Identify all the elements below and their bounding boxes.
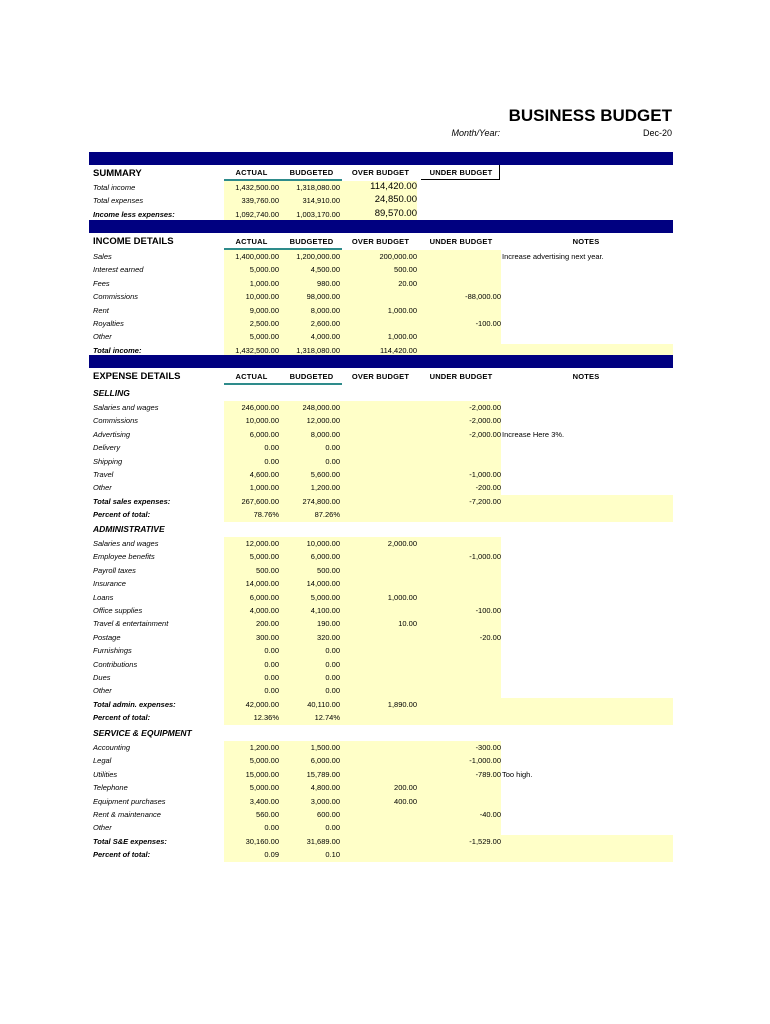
cell-actual[interactable]: 6,000.00 <box>249 429 279 439</box>
cell-actual[interactable]: 0.00 <box>264 659 279 669</box>
row-label: Insurance <box>93 579 126 589</box>
cell-actual[interactable]: 2,500.00 <box>249 319 279 328</box>
row-label: Utilities <box>93 769 118 779</box>
summary-header-actual: ACTUAL <box>235 168 268 177</box>
cell-actual[interactable]: 15,000.00 <box>245 769 279 779</box>
row-label: Office supplies <box>93 606 143 615</box>
row-label: Commissions <box>93 416 139 426</box>
cell-over[interactable]: 1,890.00 <box>387 699 417 709</box>
group-title: SERVICE & EQUIPMENT <box>93 728 192 738</box>
cell-budgeted[interactable]: 0.00 <box>325 646 340 656</box>
summary-label: Total expenses <box>93 196 144 206</box>
row-label: Percent of total: <box>93 850 151 860</box>
cell-actual[interactable]: 6,000.00 <box>249 592 279 602</box>
cell-over[interactable]: 200,000.00 <box>379 252 417 261</box>
row-label: Total admin. expenses: <box>93 699 176 709</box>
cell-actual[interactable]: 0.00 <box>264 443 279 453</box>
row-label: Other <box>93 823 112 833</box>
income-header-budgeted: BUDGETED <box>289 237 334 246</box>
cell-over[interactable]: 1,000.00 <box>387 332 417 342</box>
summary-label: Total income <box>93 183 136 192</box>
row-label: Employee benefits <box>93 552 155 562</box>
row-fill-wide <box>501 711 673 724</box>
cell-actual[interactable]: 78.76% <box>253 510 279 520</box>
summary-over[interactable]: 114,420.00 <box>370 181 417 192</box>
row-label: Percent of total: <box>93 510 151 520</box>
cell-budgeted[interactable]: 8,000.00 <box>310 429 340 439</box>
group-title: SELLING <box>93 388 130 398</box>
cell-budgeted[interactable]: 3,000.00 <box>310 796 340 806</box>
summary-actual[interactable]: 1,432,500.00 <box>235 183 279 192</box>
cell-over[interactable]: 500.00 <box>394 265 417 275</box>
cell-under[interactable]: -300.00 <box>475 743 501 752</box>
cell-over[interactable]: 1,000.00 <box>387 592 417 602</box>
cell-actual[interactable]: 10,000.00 <box>245 292 279 302</box>
cell-actual[interactable]: 300.00 <box>256 632 279 642</box>
cell-under[interactable]: -1,529.00 <box>469 836 501 846</box>
cell-under[interactable]: -2,000.00 <box>469 429 501 439</box>
summary-header-budgeted: BUDGETED <box>289 168 334 177</box>
cell-actual[interactable]: 5,000.00 <box>249 756 279 766</box>
cell-actual[interactable]: 560.00 <box>256 810 279 819</box>
cell-budgeted[interactable]: 4,000.00 <box>310 332 340 342</box>
expense-header-actual: ACTUAL <box>235 372 268 381</box>
row-note: Increase advertising next year. <box>502 252 604 261</box>
cell-over[interactable]: 200.00 <box>394 783 417 793</box>
cell-actual[interactable]: 5,000.00 <box>249 265 279 275</box>
cell-actual[interactable]: 14,000.00 <box>245 579 279 589</box>
row-label: Accounting <box>93 743 131 752</box>
cell-actual[interactable]: 10,000.00 <box>245 416 279 426</box>
cell-actual[interactable]: 5,000.00 <box>249 783 279 793</box>
row-label: Other <box>93 686 112 696</box>
cell-budgeted[interactable]: 40,110.00 <box>307 699 340 709</box>
cell-actual[interactable]: 1,400,000.00 <box>235 252 279 261</box>
row-label: Percent of total: <box>93 713 151 723</box>
cell-actual[interactable]: 1,000.00 <box>249 278 279 288</box>
cell-actual[interactable]: 9,000.00 <box>249 305 279 315</box>
row-label: Furnishings <box>93 646 132 656</box>
row-note: Too high. <box>502 769 533 779</box>
cell-budgeted[interactable]: 8,000.00 <box>310 305 340 315</box>
summary-header-over: OVER BUDGET <box>351 168 410 177</box>
summary-actual[interactable]: 1,092,740.00 <box>235 209 279 219</box>
row-fill-wide <box>501 848 673 861</box>
row-label: Payroll taxes <box>93 565 136 575</box>
row-label: Total income: <box>93 345 142 355</box>
row-label: Other <box>93 483 112 493</box>
cell-actual[interactable]: 30,160.00 <box>245 836 279 846</box>
cell-actual[interactable]: 0.00 <box>264 456 279 466</box>
row-label: Commissions <box>93 292 139 302</box>
cell-actual[interactable]: 246,000.00 <box>241 403 279 412</box>
cell-budgeted[interactable]: 5,000.00 <box>310 592 340 602</box>
cell-budgeted[interactable]: 6,000.00 <box>310 756 340 766</box>
cell-under[interactable]: -2,000.00 <box>469 403 501 412</box>
page-title: BUSINESS BUDGET <box>508 106 672 125</box>
cell-under[interactable]: -1,000.00 <box>469 552 501 562</box>
cell-under[interactable]: -100.00 <box>475 319 501 328</box>
cell-budgeted[interactable]: 0.00 <box>325 686 340 696</box>
row-label: Salaries and wages <box>93 403 159 412</box>
cell-budgeted[interactable]: 1,200.00 <box>310 483 340 493</box>
cell-actual[interactable]: 0.00 <box>264 823 279 833</box>
cell-under[interactable]: -1,000.00 <box>469 470 501 479</box>
row-label: Travel <box>93 470 114 479</box>
row-label: Total sales expenses: <box>93 496 171 506</box>
cell-under[interactable]: -40.00 <box>479 810 501 819</box>
row-label: Interest earned <box>93 265 144 275</box>
row-label: Delivery <box>93 443 121 453</box>
row-label: Dues <box>93 673 111 682</box>
cell-actual[interactable]: 0.00 <box>264 686 279 696</box>
cell-actual[interactable]: 500.00 <box>256 565 279 575</box>
cell-actual[interactable]: 3,400.00 <box>249 796 279 806</box>
cell-actual[interactable]: 12,000.00 <box>245 539 279 548</box>
summary-title: SUMMARY <box>93 168 142 179</box>
expense-header-under: UNDER BUDGET <box>429 372 493 381</box>
cell-budgeted[interactable]: 4,800.00 <box>310 783 340 793</box>
cell-actual[interactable]: 1,000.00 <box>249 483 279 493</box>
summary-over[interactable]: 89,570.00 <box>374 207 417 219</box>
row-label: Rent & maintenance <box>93 810 161 819</box>
cell-budgeted[interactable]: 15,789.00 <box>306 769 340 779</box>
cell-actual[interactable]: 0.09 <box>264 850 279 860</box>
cell-budgeted[interactable]: 600.00 <box>317 810 340 819</box>
summary-budgeted[interactable]: 1,318,080.00 <box>296 183 340 192</box>
summary-actual[interactable]: 339,760.00 <box>241 196 279 206</box>
cell-budgeted[interactable]: 6,000.00 <box>310 552 340 562</box>
cell-budgeted[interactable]: 4,500.00 <box>310 265 340 275</box>
row-label: Other <box>93 332 112 342</box>
cell-actual[interactable]: 4,600.00 <box>249 470 279 479</box>
income-bar <box>89 220 673 233</box>
cell-budgeted[interactable]: 5,600.00 <box>310 470 340 479</box>
row-label: Fees <box>93 278 110 288</box>
cell-actual[interactable]: 1,432,500.00 <box>235 345 279 355</box>
cell-over[interactable]: 10.00 <box>398 619 417 629</box>
cell-under[interactable]: -100.00 <box>475 606 501 615</box>
row-fill-wide <box>501 835 673 848</box>
row-label: Legal <box>93 756 112 766</box>
row-fill-wide <box>501 698 673 711</box>
summary-budgeted[interactable]: 1,003,170.00 <box>296 209 340 219</box>
row-note: Increase Here 3%. <box>502 429 565 439</box>
cell-budgeted[interactable]: 12,000.00 <box>306 416 340 426</box>
cell-budgeted[interactable]: 2,600.00 <box>310 319 340 328</box>
cell-budgeted[interactable]: 274,800.00 <box>302 496 340 506</box>
cell-budgeted[interactable]: 0.00 <box>325 823 340 833</box>
cell-budgeted[interactable]: 0.00 <box>325 443 340 453</box>
cell-budgeted[interactable]: 248,000.00 <box>302 403 340 412</box>
cell-actual[interactable]: 42,000.00 <box>245 699 279 709</box>
cell-budgeted[interactable]: 98,000.00 <box>306 292 340 302</box>
cell-budgeted[interactable]: 1,500.00 <box>310 743 340 752</box>
income-header-over: OVER BUDGET <box>351 237 410 246</box>
row-label: Sales <box>93 252 112 261</box>
row-label: Advertising <box>93 429 131 439</box>
cell-over[interactable]: 1,000.00 <box>387 305 417 315</box>
cell-budgeted[interactable]: 0.10 <box>325 850 340 860</box>
cell-budgeted[interactable]: 1,318,080.00 <box>296 345 340 355</box>
under-budget-box <box>421 165 500 180</box>
cell-budgeted[interactable]: 0.00 <box>325 659 340 669</box>
expense-header-notes: NOTES <box>572 372 600 381</box>
cell-budgeted[interactable]: 190.00 <box>317 619 340 629</box>
expense-bar <box>89 355 673 368</box>
cell-budgeted[interactable]: 320.00 <box>317 632 340 642</box>
summary-bar <box>89 152 673 165</box>
cell-over[interactable]: 400.00 <box>394 796 417 806</box>
month-year-value[interactable]: Dec-20 <box>642 128 672 138</box>
cell-actual[interactable]: 0.00 <box>264 673 279 682</box>
cell-under[interactable]: -2,000.00 <box>469 416 501 426</box>
income-title: INCOME DETAILS <box>93 236 174 247</box>
expense-header-budgeted: BUDGETED <box>289 372 334 381</box>
cell-actual[interactable]: 1,200.00 <box>249 743 279 752</box>
row-label: Salaries and wages <box>93 539 159 548</box>
income-header-under: UNDER BUDGET <box>429 237 493 246</box>
expense-header-over: OVER BUDGET <box>351 372 410 381</box>
cell-budgeted[interactable]: 12.74% <box>314 713 340 723</box>
row-fill-wide <box>501 495 673 508</box>
row-label: Total S&E expenses: <box>93 836 167 846</box>
cell-over[interactable]: 114,420.00 <box>380 345 417 355</box>
cell-under[interactable]: -789.00 <box>475 769 501 779</box>
cell-under[interactable]: -88,000.00 <box>465 292 501 302</box>
cell-budgeted[interactable]: 500.00 <box>317 565 340 575</box>
cell-actual[interactable]: 200.00 <box>256 619 279 629</box>
summary-label: Income less expenses: <box>93 209 175 219</box>
cell-actual[interactable]: 5,000.00 <box>249 332 279 342</box>
row-label: Postage <box>93 632 121 642</box>
cell-actual[interactable]: 12.36% <box>253 713 279 723</box>
cell-budgeted[interactable]: 4,100.00 <box>310 606 340 615</box>
row-label: Royalties <box>93 319 124 328</box>
income-header-actual: ACTUAL <box>235 237 268 246</box>
row-label: Telephone <box>93 783 128 793</box>
cell-over[interactable]: 2,000.00 <box>387 539 417 548</box>
cell-actual[interactable]: 5,000.00 <box>249 552 279 562</box>
row-fill-wide <box>501 508 673 521</box>
cell-budgeted[interactable]: 0.00 <box>325 673 340 682</box>
summary-budgeted[interactable]: 314,910.00 <box>302 196 340 206</box>
cell-budgeted[interactable]: 1,200,000.00 <box>296 252 340 261</box>
cell-under[interactable]: -7,200.00 <box>469 496 501 506</box>
cell-under[interactable]: -200.00 <box>475 483 501 493</box>
cell-budgeted[interactable]: 87.26% <box>314 510 340 520</box>
group-title: ADMINISTRATIVE <box>93 524 165 534</box>
cell-actual[interactable]: 4,000.00 <box>249 606 279 615</box>
summary-over[interactable]: 24,850.00 <box>374 194 417 206</box>
income-header-notes: NOTES <box>572 237 600 246</box>
cell-actual[interactable]: 0.00 <box>264 646 279 656</box>
cell-under[interactable]: -20.00 <box>479 632 501 642</box>
row-label: Shipping <box>93 456 123 466</box>
row-label: Travel & entertainment <box>93 619 169 629</box>
cell-budgeted[interactable]: 10,000.00 <box>306 539 340 548</box>
summary-header-under: UNDER BUDGET <box>429 168 493 177</box>
expense-title: EXPENSE DETAILS <box>93 371 181 382</box>
cell-over[interactable]: 20.00 <box>398 278 417 288</box>
row-label: Rent <box>93 305 109 315</box>
cell-budgeted[interactable]: 980.00 <box>317 278 340 288</box>
cell-actual[interactable]: 267,600.00 <box>241 496 279 506</box>
month-year-label: Month/Year: <box>451 128 500 138</box>
row-label: Contributions <box>93 659 138 669</box>
cell-budgeted[interactable]: 14,000.00 <box>306 579 340 589</box>
cell-budgeted[interactable]: 31,689.00 <box>306 836 340 846</box>
expense-header-underline <box>224 383 342 385</box>
cell-under[interactable]: -1,000.00 <box>469 756 501 766</box>
row-label: Loans <box>93 592 114 602</box>
cell-budgeted[interactable]: 0.00 <box>325 456 340 466</box>
row-label: Equipment purchases <box>93 796 166 806</box>
